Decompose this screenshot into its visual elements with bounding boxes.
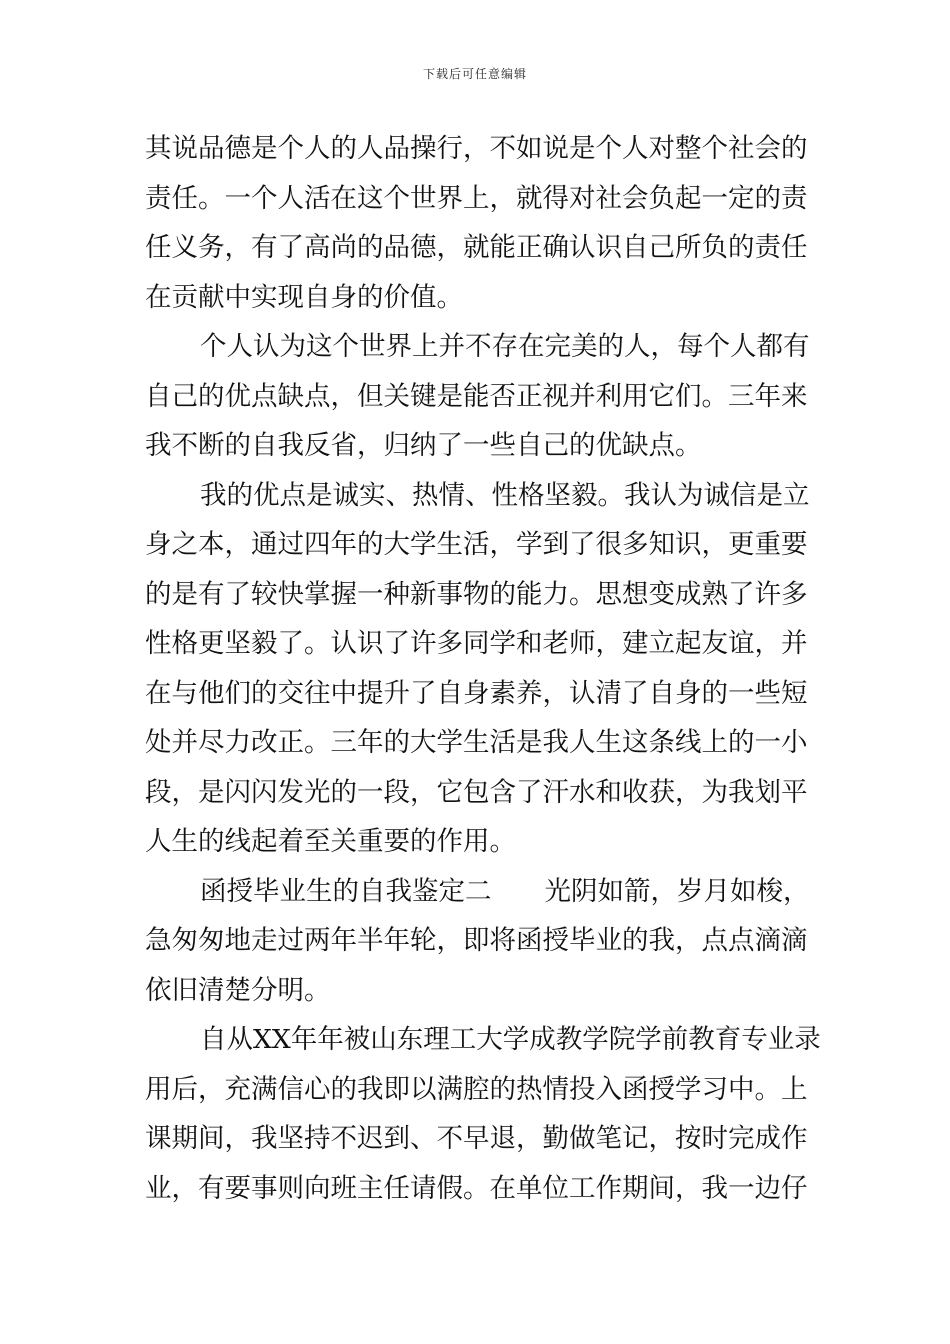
paragraph-line: 的是有了较快掌握一种新事物的能力。思想变成熟了许多 bbox=[145, 578, 808, 610]
paragraph-line: 任义务，有了高尚的品德，就能正确认识自己所负的责任 bbox=[145, 232, 808, 263]
paragraph-line: 责任。一个人活在这个世界上，就得对社会负起一定的责 bbox=[145, 182, 808, 214]
paragraph-line: 在与他们的交往中提升了自身素养，认清了自身的一些短 bbox=[145, 677, 808, 709]
paragraph-line: 用后，充满信心的我即以满腔的热情投入函授学习中。上 bbox=[145, 1073, 808, 1105]
paragraph-first-line: 我的优点是诚实、热情、性格坚毅。我认为诚信是立 bbox=[200, 479, 810, 511]
paragraph-line: 业，有要事则向班主任请假。在单位工作期间，我一边仔 bbox=[145, 1172, 808, 1204]
paragraph-line: 段，是闪闪发光的一段，它包含了汗水和收获，为我划平 bbox=[145, 776, 808, 808]
paragraph-line: 处并尽力改正。三年的大学生活是我人生这条线上的一小 bbox=[145, 727, 808, 758]
paragraph-first-line: 函授毕业生的自我鉴定二 光阴如箭，岁月如梭， bbox=[200, 875, 810, 907]
paragraph-line: 依旧清楚分明。 bbox=[145, 974, 331, 1006]
paragraph-line: 在贡献中实现自身的价值。 bbox=[145, 281, 463, 313]
paragraph-line: 性格更坚毅了。认识了许多同学和老师，建立起友谊，并 bbox=[145, 628, 808, 659]
paragraph-line: 急匆匆地走过两年半年轮，即将函授毕业的我，点点滴滴 bbox=[145, 925, 808, 956]
paragraph-line: 其说品德是个人的人品操行，不如说是个人对整个社会的 bbox=[145, 133, 808, 164]
header-note: 下载后可任意编辑 bbox=[422, 67, 527, 81]
paragraph-first-line: 个人认为这个世界上并不存在完美的人，每个人都有 bbox=[200, 331, 810, 362]
document-body bbox=[145, 124, 821, 1213]
paragraph-line: 我不断的自我反省，归纳了一些自己的优缺点。 bbox=[145, 430, 702, 461]
paragraph-first-line: 自从XX年年被山东理工大学成教学院学前教育专业录 bbox=[200, 1024, 821, 1055]
paragraph-line: 课期间，我坚持不迟到、不早退，勤做笔记，按时完成作 bbox=[145, 1123, 808, 1154]
paragraph-line: 自己的优点缺点，但关键是能否正视并利用它们。三年来 bbox=[145, 380, 808, 412]
paragraph-line: 身之本，通过四年的大学生活，学到了很多知识，更重要 bbox=[145, 529, 808, 560]
paragraph-line: 人生的线起着至关重要的作用。 bbox=[145, 826, 516, 857]
